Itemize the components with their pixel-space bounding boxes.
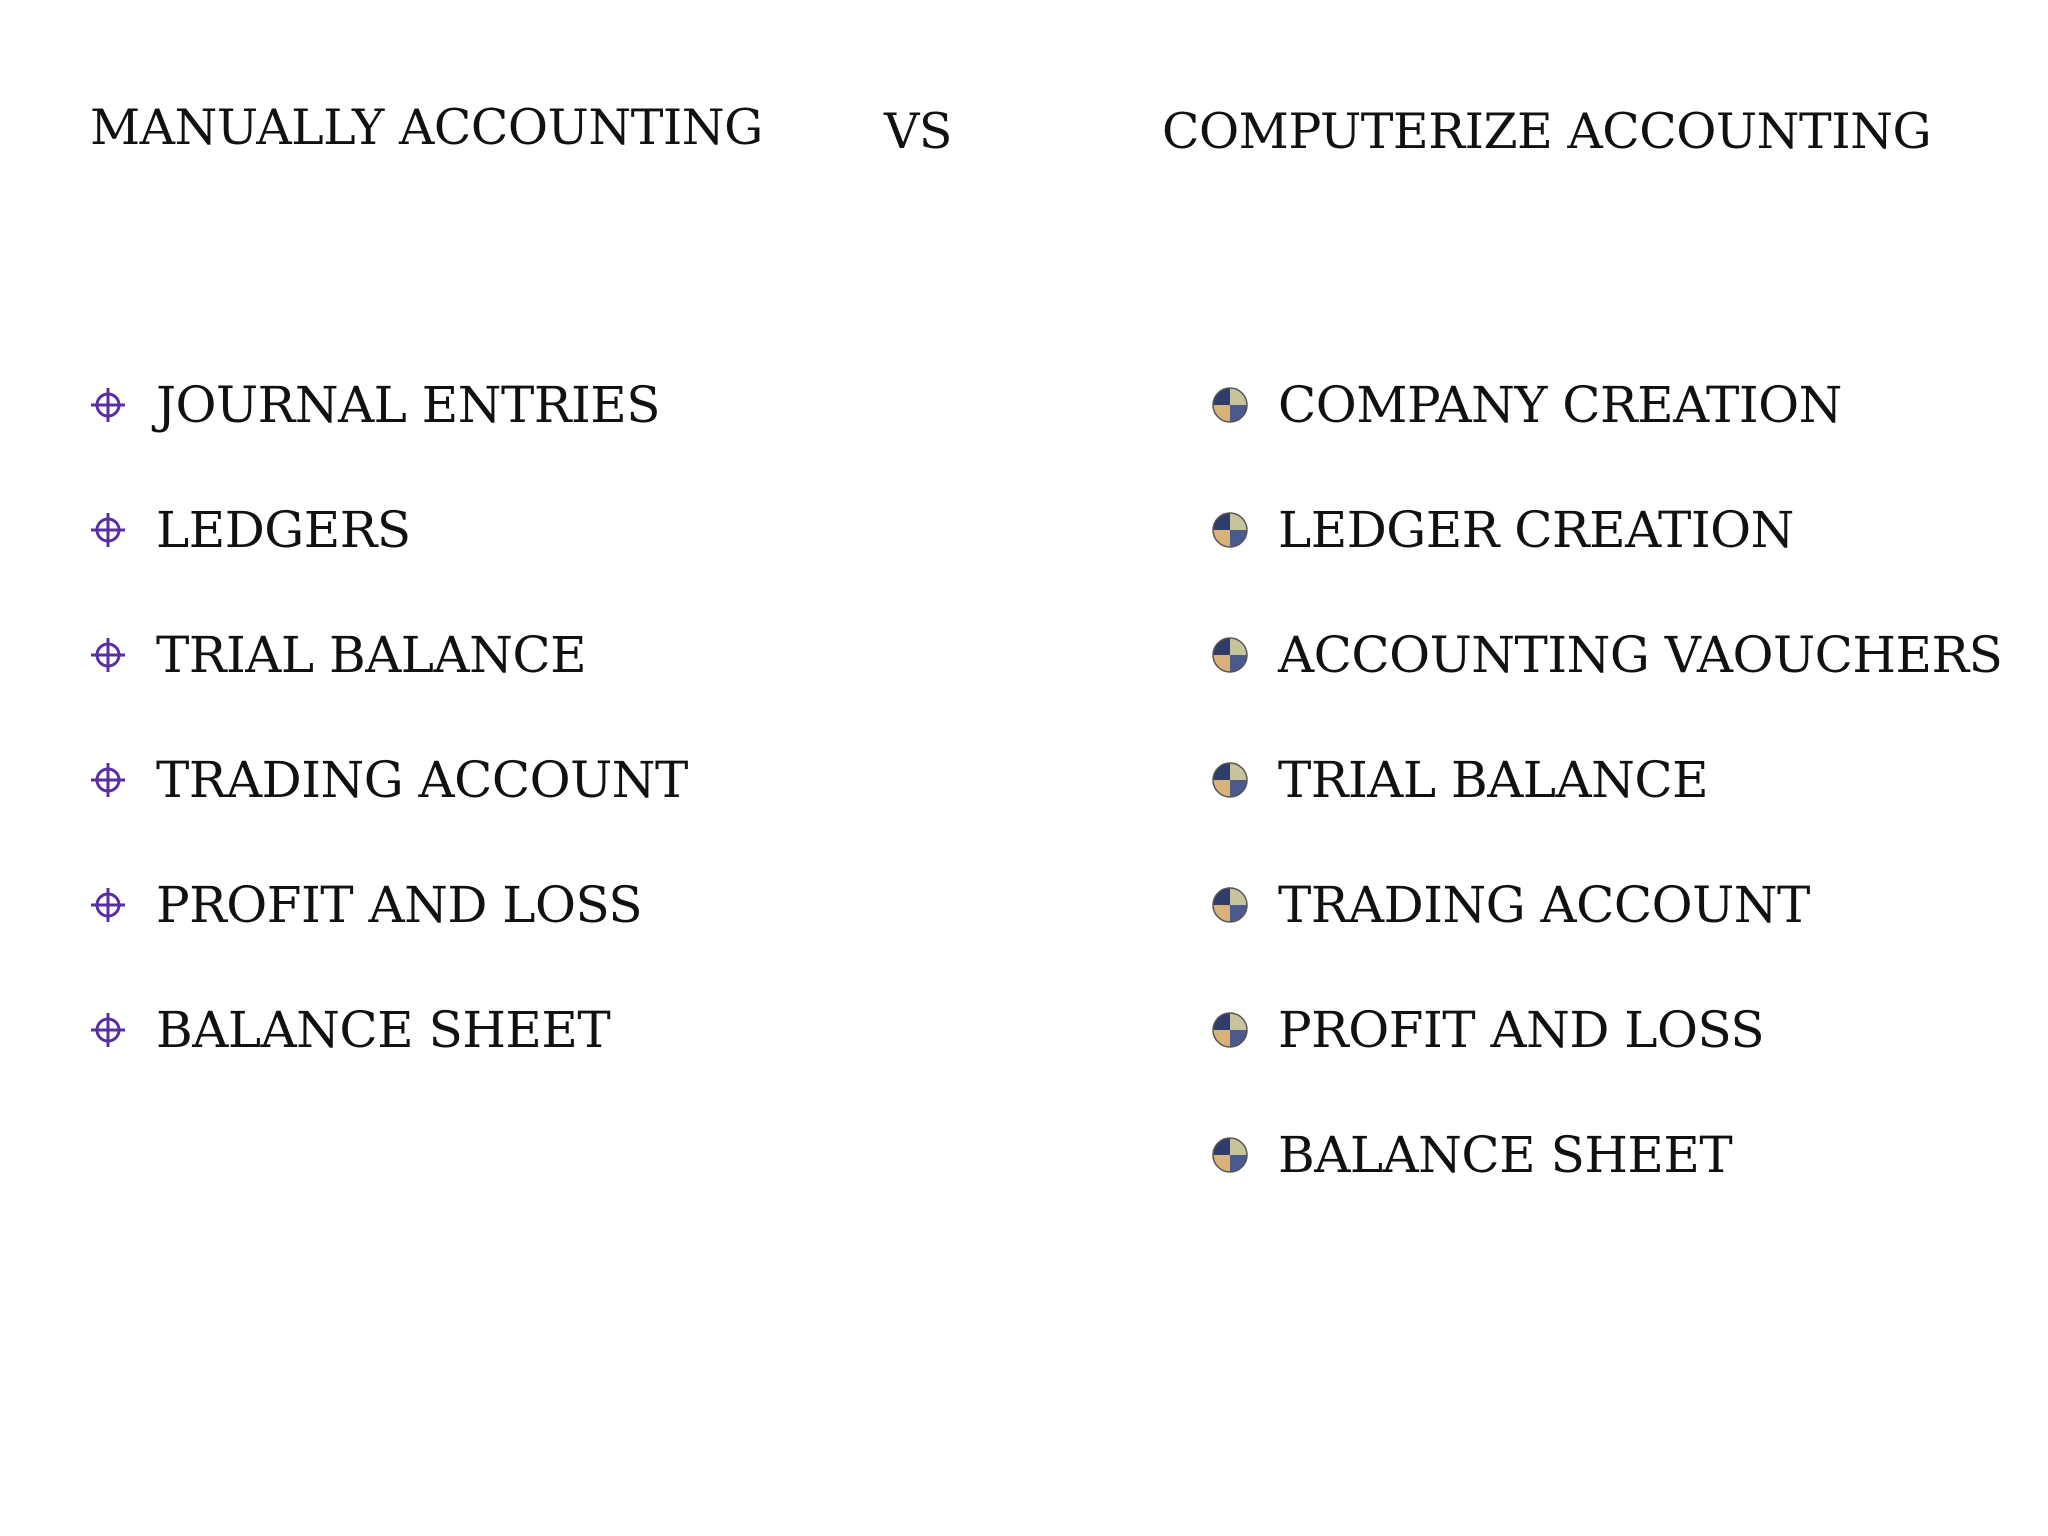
quartered-ball-bullet-icon bbox=[1210, 1135, 1250, 1175]
list-item bbox=[88, 875, 688, 1000]
list-item-label: PROFIT AND LOSS bbox=[156, 876, 643, 934]
quartered-ball-bullet-icon bbox=[1210, 1010, 1250, 1050]
list-item bbox=[1210, 750, 2002, 875]
list-item-label: TRIAL BALANCE bbox=[156, 626, 587, 684]
versus-label: VS bbox=[884, 103, 952, 160]
list-item bbox=[1210, 1000, 2002, 1125]
list-item-label: JOURNAL ENTRIES bbox=[156, 376, 661, 434]
quartered-ball-bullet-icon bbox=[1210, 510, 1250, 550]
manual-accounting-title: MANUALLY ACCOUNTING bbox=[90, 99, 763, 156]
list-item bbox=[88, 750, 688, 875]
crosshair-bullet-icon bbox=[88, 885, 128, 925]
computerized-accounting-list bbox=[1210, 375, 2002, 1250]
crosshair-bullet-icon bbox=[88, 635, 128, 675]
list-item bbox=[88, 500, 688, 625]
computerized-accounting-title: COMPUTERIZE ACCOUNTING bbox=[1162, 103, 1932, 160]
quartered-ball-bullet-icon bbox=[1210, 760, 1250, 800]
crosshair-bullet-icon bbox=[88, 1010, 128, 1050]
list-item bbox=[88, 1000, 688, 1125]
list-item bbox=[88, 375, 688, 500]
list-item-label: BALANCE SHEET bbox=[1278, 1126, 1733, 1184]
crosshair-bullet-icon bbox=[88, 385, 128, 425]
list-item-label: TRIAL BALANCE bbox=[1278, 751, 1709, 809]
list-item-label: ACCOUNTING VAOUCHERS bbox=[1278, 626, 2003, 684]
list-item bbox=[1210, 625, 2002, 750]
list-item-label: TRADING ACCOUNT bbox=[156, 751, 688, 809]
crosshair-bullet-icon bbox=[88, 760, 128, 800]
list-item bbox=[1210, 1125, 2002, 1250]
list-item-label: LEDGERS bbox=[156, 501, 411, 559]
quartered-ball-bullet-icon bbox=[1210, 885, 1250, 925]
list-item bbox=[1210, 375, 2002, 500]
list-item bbox=[1210, 500, 2002, 625]
list-item-label: PROFIT AND LOSS bbox=[1278, 1001, 1765, 1059]
crosshair-bullet-icon bbox=[88, 510, 128, 550]
list-item bbox=[1210, 875, 2002, 1000]
list-item-label: TRADING ACCOUNT bbox=[1278, 876, 1810, 934]
list-item-label: COMPANY CREATION bbox=[1278, 376, 1842, 434]
list-item-label: BALANCE SHEET bbox=[156, 1001, 611, 1059]
list-item-label: LEDGER CREATION bbox=[1278, 501, 1794, 559]
manual-accounting-list bbox=[88, 375, 688, 1125]
quartered-ball-bullet-icon bbox=[1210, 635, 1250, 675]
list-item bbox=[88, 625, 688, 750]
quartered-ball-bullet-icon bbox=[1210, 385, 1250, 425]
